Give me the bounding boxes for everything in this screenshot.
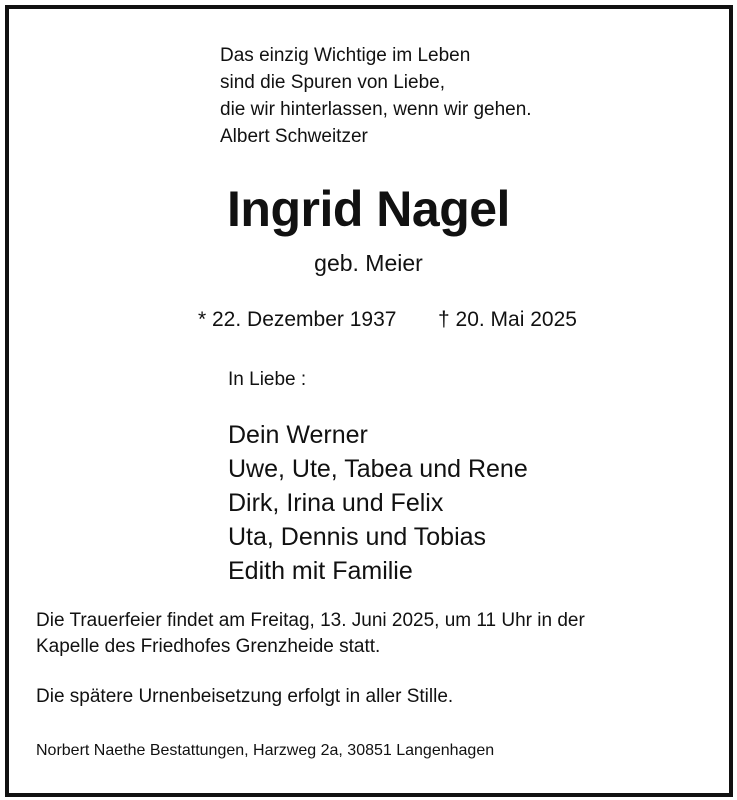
deceased-name: Ingrid Nagel <box>227 181 510 237</box>
mourner-line: Dirk, Irina und Felix <box>228 489 444 517</box>
funeral-home-info: Norbert Naethe Bestattungen, Harzweg 2a, 30851 Langenhagen <box>36 742 495 759</box>
quote-line-3: die wir hinterlassen, wenn wir gehen. <box>220 99 532 120</box>
ceremony-info <box>36 608 585 660</box>
epigraph-quote <box>220 42 532 150</box>
maiden-name: geb. Meier <box>314 250 423 276</box>
quote-line-1: Das einzig Wichtige im Leben <box>220 45 471 66</box>
mourner-line: Uwe, Ute, Tabea und Rene <box>228 455 528 483</box>
death-date: † 20. Mai 2025 <box>438 308 577 331</box>
ceremony-line-1: Die Trauerfeier findet am Freitag, 13. Juni 2025, um 11 Uhr in der <box>36 610 585 631</box>
mourners-intro: In Liebe : <box>228 369 307 390</box>
mourner-line: Edith mit Familie <box>228 557 413 585</box>
quote-line-2: sind die Spuren von Liebe, <box>220 72 445 93</box>
mourners-list <box>228 418 528 588</box>
mourner-line: Uta, Dennis und Tobias <box>228 523 487 551</box>
burial-info: Die spätere Urnenbeisetzung erfolgt in aller Stille. <box>36 686 454 707</box>
quote-author: Albert Schweitzer <box>220 126 368 147</box>
mourner-line: Dein Werner <box>228 421 368 449</box>
ceremony-line-2: Kapelle des Friedhofes Grenzheide statt. <box>36 636 381 657</box>
birth-date: * 22. Dezember 1937 <box>198 308 397 331</box>
